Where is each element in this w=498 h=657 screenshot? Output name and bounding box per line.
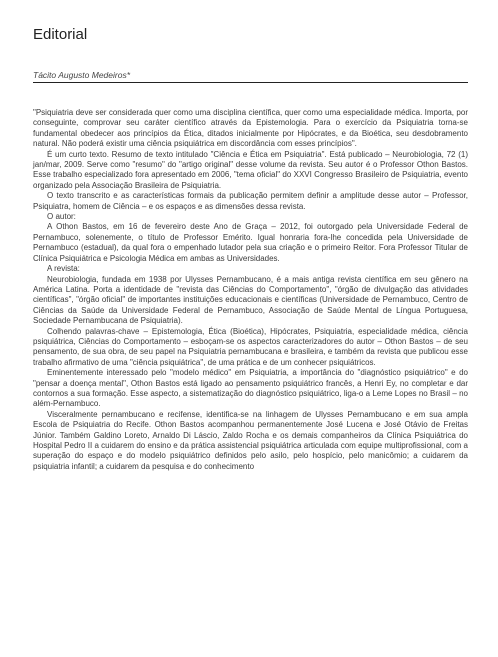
paragraph: Colhendo palavras-chave – Epistemologia, Ética (Bioética), Hipócrates, Psiquiatria, especialidade médica, ciência psiquiátrica, Ciências do Comportamento – esboçam-se os aspectos caracterizadores do autor – Othon Bastos – de seu pensamento, de sua obra, de seu papel na Psiquiatria pernambucana e brasileira, e também da revista que publicou esse trabalho afirmativo de uma "ciência psiquiátrica", de uma prática e de um conhecer psiquiátricos. (33, 326, 468, 367)
article-body (33, 108, 468, 472)
paragraph: É um curto texto. Resumo de texto intitulado "Ciência e Ética em Psiquiatria". Está publicado – Neurobiologia, 72 (1) jan/mar, 2009. Serve como "resumo" do "artigo original" desse volume da revista. Seu autor é o Professor Othon Bastos. Esse trabalho especializado fora apresentado em 2006, "tema oficial" do XXVI Congresso Brasileiro de Psiquiatria, evento organizado pela Associação Brasileira de Psiquiatria. (33, 149, 468, 190)
paragraph: O autor: (47, 212, 76, 222)
page-title: Editorial (33, 26, 88, 43)
paragraph: Visceralmente pernambucano e recifense, identifica-se na linhagem de Ulysses Pernambucano e em sua ampla Escola de Psiquiatria do Recife. Othon Bastos acompanhou permanentemente José Lucena e José Otávio de Freitas Júnior. Também Galdino Loreto, Arnaldo Di Láscio, Zaldo Rocha e os demais companheiros da Clínica Psiquiátrica do Hospital Pedro II a cuidarem do ensino e da prática assistencial psiquiátrica articulada com equipe multiprofissional, com a superação do espaço e do modelo psiquiátrico definidos pelo asilo, pelo hospício, pelo manicômio; a cuidarem da psiquiatria infantil; a cuidarem da pesquisa e do conhecimento (33, 409, 468, 471)
paragraph: Neurobiologia, fundada em 1938 por Ulysses Pernambucano, é a mais antiga revista científica em seu gênero na América Latina. Porta a identidade de "revista das Ciências do Comportamento", "órgão de divulgação das atividades científicas", "órgão oficial" de importantes instituições educacionais e científicas (Universidade de Pernambuco, Centro de Ciências da Saúde da Universidade Federal de Pernambuco, Associação de Saúde Mental de Língua Portuguesa, Sociedade Pernambucana de Psiquiatria). (33, 274, 468, 326)
paragraph: O texto transcrito e as características formais da publicação permitem definir a amplitude desse autor – Professor, Psiquiatra, homem de Ciência – e os espaços e as dimensões dessa revista. (33, 191, 468, 211)
paragraph: Eminentemente interessado pelo "modelo médico" em Psiquiatria, a importância do "diagnóstico psiquiátrico" e do "pensar a doença mental", Othon Bastos está ligado ao pensamento psiquiátrico francês, a Henri Ey, no completar e dar contornos a sua formação. Esse aspecto, a sistematização do diagnóstico psiquiátrico, liga-o a Leme Lopes no Brasil – no além-Pernambuco. (33, 368, 468, 409)
author-name: Tácito Augusto Medeiros* (33, 70, 131, 80)
paragraph: A Othon Bastos, em 16 de fevereiro deste Ano de Graça – 2012, foi outorgado pela Universidade Federal de Pernambuco, solenemente, o título de Professor Emérito. Igual honraria fora-lhe concedida pela Universidade de Pernambuco (estadual), da qual fora o empenhado lutador pela sua criação e o primeiro Reitor. Fora Professor Titular de Clínica Psiquiátrica e Psicologia Médica em ambas as Universidades. (33, 222, 468, 263)
paragraph: "Psiquiatria deve ser considerada quer como uma disciplina científica, quer como uma especialidade médica. Importa, por conseguinte, comprovar seu caráter científico através da Epistemologia. Para o exercício da Psiquiatria torna-se fundamental obedecer aos princípios da Ética, ditados inicialmente por Hipócrates, e da Bioética, seu desdobramento natural. Não poderá existir uma ciência psiquiátrica em discordância com esses princípios". (33, 108, 468, 149)
paragraph: A revista: (47, 264, 80, 274)
header-divider (33, 82, 468, 83)
